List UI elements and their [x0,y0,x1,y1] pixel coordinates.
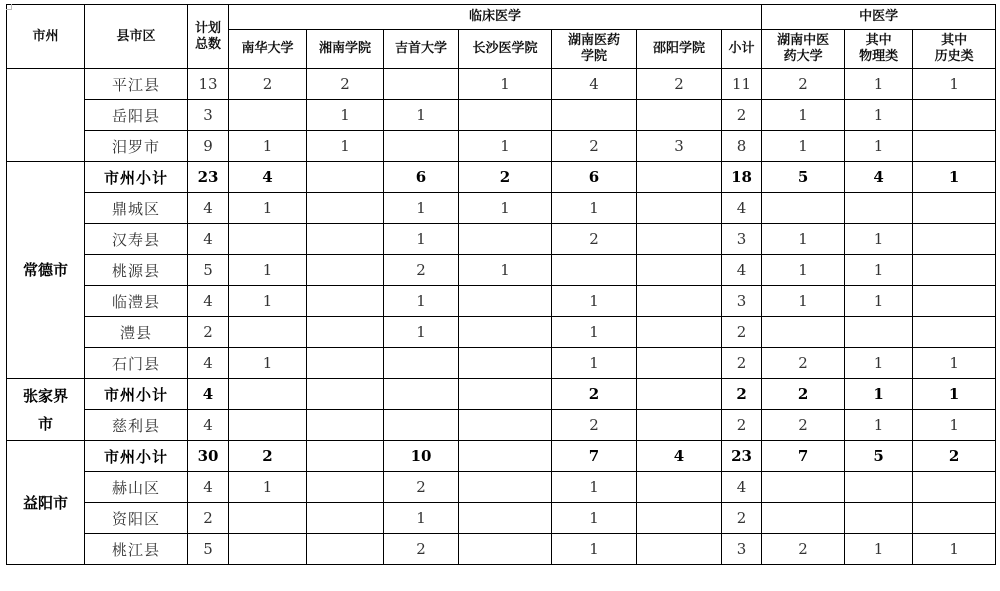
clinical-value-cell: 2 [722,379,762,410]
tcm-value-cell: 1 [762,100,845,131]
clinical-value-cell [459,441,552,472]
tcm-value-cell: 2 [762,410,845,441]
total-cell: 4 [188,193,229,224]
tcm-value-cell: 1 [913,534,996,565]
tcm-value-cell [913,193,996,224]
city-cell: 常德市 [7,162,85,379]
clinical-value-cell: 18 [722,162,762,193]
tcm-value-cell [845,193,913,224]
tcm-value-cell: 1 [913,69,996,100]
clinical-value-cell: 1 [229,255,307,286]
clinical-value-cell [229,317,307,348]
clinical-value-cell: 2 [552,410,637,441]
clinical-value-cell [307,379,384,410]
clinical-value-cell [307,224,384,255]
tcm-value-cell: 5 [762,162,845,193]
clinical-value-cell [637,410,722,441]
clinical-value-cell [459,472,552,503]
tcm-value-cell [762,503,845,534]
clinical-value-cell: 1 [229,348,307,379]
tcm-value-cell: 1 [845,224,913,255]
county-cell: 临澧县 [85,286,188,317]
county-cell: 石门县 [85,348,188,379]
tcm-value-cell: 1 [762,131,845,162]
table-row [7,131,996,162]
tcm-value-cell: 1 [762,224,845,255]
county-cell: 桃江县 [85,534,188,565]
clinical-value-cell: 2 [722,100,762,131]
total-cell: 4 [188,379,229,410]
clinical-value-cell [307,162,384,193]
clinical-value-cell: 1 [384,193,459,224]
clinical-value-cell: 1 [384,224,459,255]
subtotal-row [7,379,996,410]
clinical-value-cell [552,255,637,286]
tcm-value-cell [913,131,996,162]
tcm-value-cell: 1 [845,410,913,441]
clinical-value-cell [384,348,459,379]
tcm-value-cell [913,255,996,286]
header-city: 市州 [7,5,85,69]
clinical-value-cell: 1 [552,503,637,534]
county-cell: 岳阳县 [85,100,188,131]
header-clinical-group: 临床医学 [229,5,762,30]
clinical-value-cell: 23 [722,441,762,472]
clinical-value-cell [307,534,384,565]
total-cell: 4 [188,410,229,441]
clinical-value-cell: 1 [229,472,307,503]
clinical-value-cell [637,100,722,131]
clinical-value-cell [637,379,722,410]
county-cell: 市州小计 [85,162,188,193]
tcm-value-cell [913,224,996,255]
tcm-value-cell [762,472,845,503]
county-cell: 澧县 [85,317,188,348]
clinical-value-cell: 1 [459,69,552,100]
header-clinical-col: 南华大学 [229,30,307,69]
clinical-value-cell: 2 [552,131,637,162]
clinical-value-cell [229,534,307,565]
clinical-value-cell: 2 [229,69,307,100]
header-clinical-col: 邵阳学院 [637,30,722,69]
county-cell: 鼎城区 [85,193,188,224]
clinical-value-cell [552,100,637,131]
clinical-value-cell: 1 [384,317,459,348]
header-clinical-col: 湖南医药 学院 [552,30,637,69]
tcm-value-cell [762,317,845,348]
clinical-value-cell: 1 [459,255,552,286]
tcm-value-cell [913,472,996,503]
clinical-value-cell [229,410,307,441]
table-body [7,69,996,565]
tcm-value-cell: 1 [762,286,845,317]
total-cell: 5 [188,255,229,286]
clinical-value-cell: 4 [722,472,762,503]
clinical-value-cell [307,410,384,441]
table-header [7,5,996,69]
clinical-value-cell: 7 [552,441,637,472]
total-cell: 4 [188,286,229,317]
subtotal-row [7,441,996,472]
clinical-value-cell: 4 [722,255,762,286]
clinical-value-cell [637,224,722,255]
city-cell: 益阳市 [7,441,85,565]
clinical-value-cell: 4 [637,441,722,472]
tcm-value-cell [845,503,913,534]
clinical-value-cell: 2 [384,255,459,286]
clinical-value-cell: 2 [722,317,762,348]
clinical-value-cell [459,286,552,317]
table-row [7,193,996,224]
tcm-value-cell [762,193,845,224]
clinical-value-cell: 1 [459,193,552,224]
clinical-value-cell: 4 [722,193,762,224]
clinical-value-cell: 1 [552,348,637,379]
total-cell: 3 [188,100,229,131]
header-total: 计划 总数 [188,5,229,69]
clinical-value-cell [307,503,384,534]
tcm-value-cell: 2 [762,348,845,379]
total-cell: 4 [188,348,229,379]
tcm-value-cell: 1 [845,100,913,131]
table-row [7,69,996,100]
enrollment-plan-table [6,4,996,565]
table-row [7,100,996,131]
clinical-value-cell: 4 [552,69,637,100]
total-cell: 30 [188,441,229,472]
clinical-value-cell [307,348,384,379]
tcm-value-cell: 4 [845,162,913,193]
total-cell: 2 [188,317,229,348]
tcm-value-cell: 1 [845,69,913,100]
clinical-value-cell: 1 [384,503,459,534]
clinical-value-cell: 10 [384,441,459,472]
tcm-value-cell: 1 [913,379,996,410]
county-cell: 赫山区 [85,472,188,503]
county-cell: 资阳区 [85,503,188,534]
clinical-value-cell [459,317,552,348]
clinical-value-cell [459,348,552,379]
clinical-value-cell: 2 [637,69,722,100]
tcm-value-cell: 1 [845,534,913,565]
header-clinical-col: 小计 [722,30,762,69]
clinical-value-cell: 6 [384,162,459,193]
table-row [7,255,996,286]
clinical-value-cell [307,472,384,503]
plan-table-container [6,4,996,565]
county-cell: 市州小计 [85,379,188,410]
page-corner-mark [6,4,12,10]
clinical-value-cell [637,472,722,503]
clinical-value-cell [637,162,722,193]
city-cell: 张家界 市 [7,379,85,441]
clinical-value-cell: 1 [552,286,637,317]
county-cell: 桃源县 [85,255,188,286]
tcm-value-cell: 1 [845,255,913,286]
tcm-value-cell: 1 [762,255,845,286]
clinical-value-cell [384,69,459,100]
clinical-value-cell [459,410,552,441]
tcm-value-cell: 5 [845,441,913,472]
clinical-value-cell [229,379,307,410]
clinical-value-cell: 6 [552,162,637,193]
header-clinical-col: 吉首大学 [384,30,459,69]
total-cell: 23 [188,162,229,193]
table-row [7,410,996,441]
clinical-value-cell [229,224,307,255]
tcm-value-cell: 1 [845,286,913,317]
header-tcm-col: 湖南中医 药大学 [762,30,845,69]
header-tcm-col: 其中 物理类 [845,30,913,69]
clinical-value-cell [637,286,722,317]
clinical-value-cell [384,131,459,162]
tcm-value-cell: 2 [762,379,845,410]
clinical-value-cell: 3 [722,224,762,255]
clinical-value-cell [637,503,722,534]
clinical-value-cell [459,100,552,131]
clinical-value-cell [307,317,384,348]
clinical-value-cell: 1 [552,317,637,348]
tcm-value-cell [913,503,996,534]
clinical-value-cell: 2 [384,534,459,565]
table-row [7,286,996,317]
clinical-value-cell: 2 [722,348,762,379]
clinical-value-cell: 1 [384,286,459,317]
table-row [7,348,996,379]
clinical-value-cell: 1 [384,100,459,131]
header-clinical-col: 长沙医学院 [459,30,552,69]
tcm-value-cell [845,472,913,503]
clinical-value-cell: 2 [552,224,637,255]
clinical-value-cell [229,100,307,131]
county-cell: 慈利县 [85,410,188,441]
tcm-value-cell [913,317,996,348]
clinical-value-cell: 3 [637,131,722,162]
clinical-value-cell [384,410,459,441]
table-row [7,472,996,503]
tcm-value-cell: 2 [762,534,845,565]
clinical-value-cell [637,534,722,565]
tcm-value-cell: 7 [762,441,845,472]
clinical-value-cell: 3 [722,534,762,565]
clinical-value-cell: 4 [229,162,307,193]
clinical-value-cell [637,193,722,224]
clinical-value-cell [384,379,459,410]
header-clinical-col: 湘南学院 [307,30,384,69]
clinical-value-cell: 11 [722,69,762,100]
clinical-value-cell [637,348,722,379]
clinical-value-cell: 1 [307,131,384,162]
clinical-value-cell: 1 [459,131,552,162]
total-cell: 9 [188,131,229,162]
total-cell: 4 [188,224,229,255]
clinical-value-cell [307,255,384,286]
clinical-value-cell: 1 [552,534,637,565]
clinical-value-cell [459,534,552,565]
clinical-value-cell: 2 [722,410,762,441]
clinical-value-cell [459,224,552,255]
county-cell: 平江县 [85,69,188,100]
clinical-value-cell: 1 [552,193,637,224]
clinical-value-cell: 1 [307,100,384,131]
clinical-value-cell: 1 [229,286,307,317]
clinical-value-cell: 2 [459,162,552,193]
total-cell: 5 [188,534,229,565]
clinical-value-cell [459,503,552,534]
tcm-value-cell [845,317,913,348]
clinical-value-cell: 8 [722,131,762,162]
clinical-value-cell [637,255,722,286]
clinical-value-cell [307,193,384,224]
clinical-value-cell [637,317,722,348]
table-row [7,534,996,565]
subtotal-row [7,162,996,193]
tcm-value-cell: 1 [913,410,996,441]
clinical-value-cell: 2 [229,441,307,472]
table-row [7,224,996,255]
clinical-value-cell: 2 [384,472,459,503]
total-cell: 2 [188,503,229,534]
tcm-value-cell: 1 [845,348,913,379]
clinical-value-cell: 3 [722,286,762,317]
total-cell: 13 [188,69,229,100]
tcm-value-cell [913,286,996,317]
clinical-value-cell: 2 [722,503,762,534]
tcm-value-cell: 2 [913,441,996,472]
header-tcm-col: 其中 历史类 [913,30,996,69]
total-cell: 4 [188,472,229,503]
clinical-value-cell [229,503,307,534]
tcm-value-cell: 1 [845,131,913,162]
county-cell: 汨罗市 [85,131,188,162]
clinical-value-cell: 1 [229,193,307,224]
tcm-value-cell: 1 [913,348,996,379]
tcm-value-cell [913,100,996,131]
city-cell [7,69,85,162]
clinical-value-cell: 2 [307,69,384,100]
clinical-value-cell: 1 [552,472,637,503]
header-tcm-group: 中医学 [762,5,996,30]
county-cell: 汉寿县 [85,224,188,255]
clinical-value-cell [459,379,552,410]
tcm-value-cell: 1 [845,379,913,410]
table-row [7,503,996,534]
clinical-value-cell [307,441,384,472]
clinical-value-cell [307,286,384,317]
tcm-value-cell: 1 [913,162,996,193]
clinical-value-cell: 1 [229,131,307,162]
table-row [7,317,996,348]
tcm-value-cell: 2 [762,69,845,100]
header-county: 县市区 [85,5,188,69]
county-cell: 市州小计 [85,441,188,472]
clinical-value-cell: 2 [552,379,637,410]
